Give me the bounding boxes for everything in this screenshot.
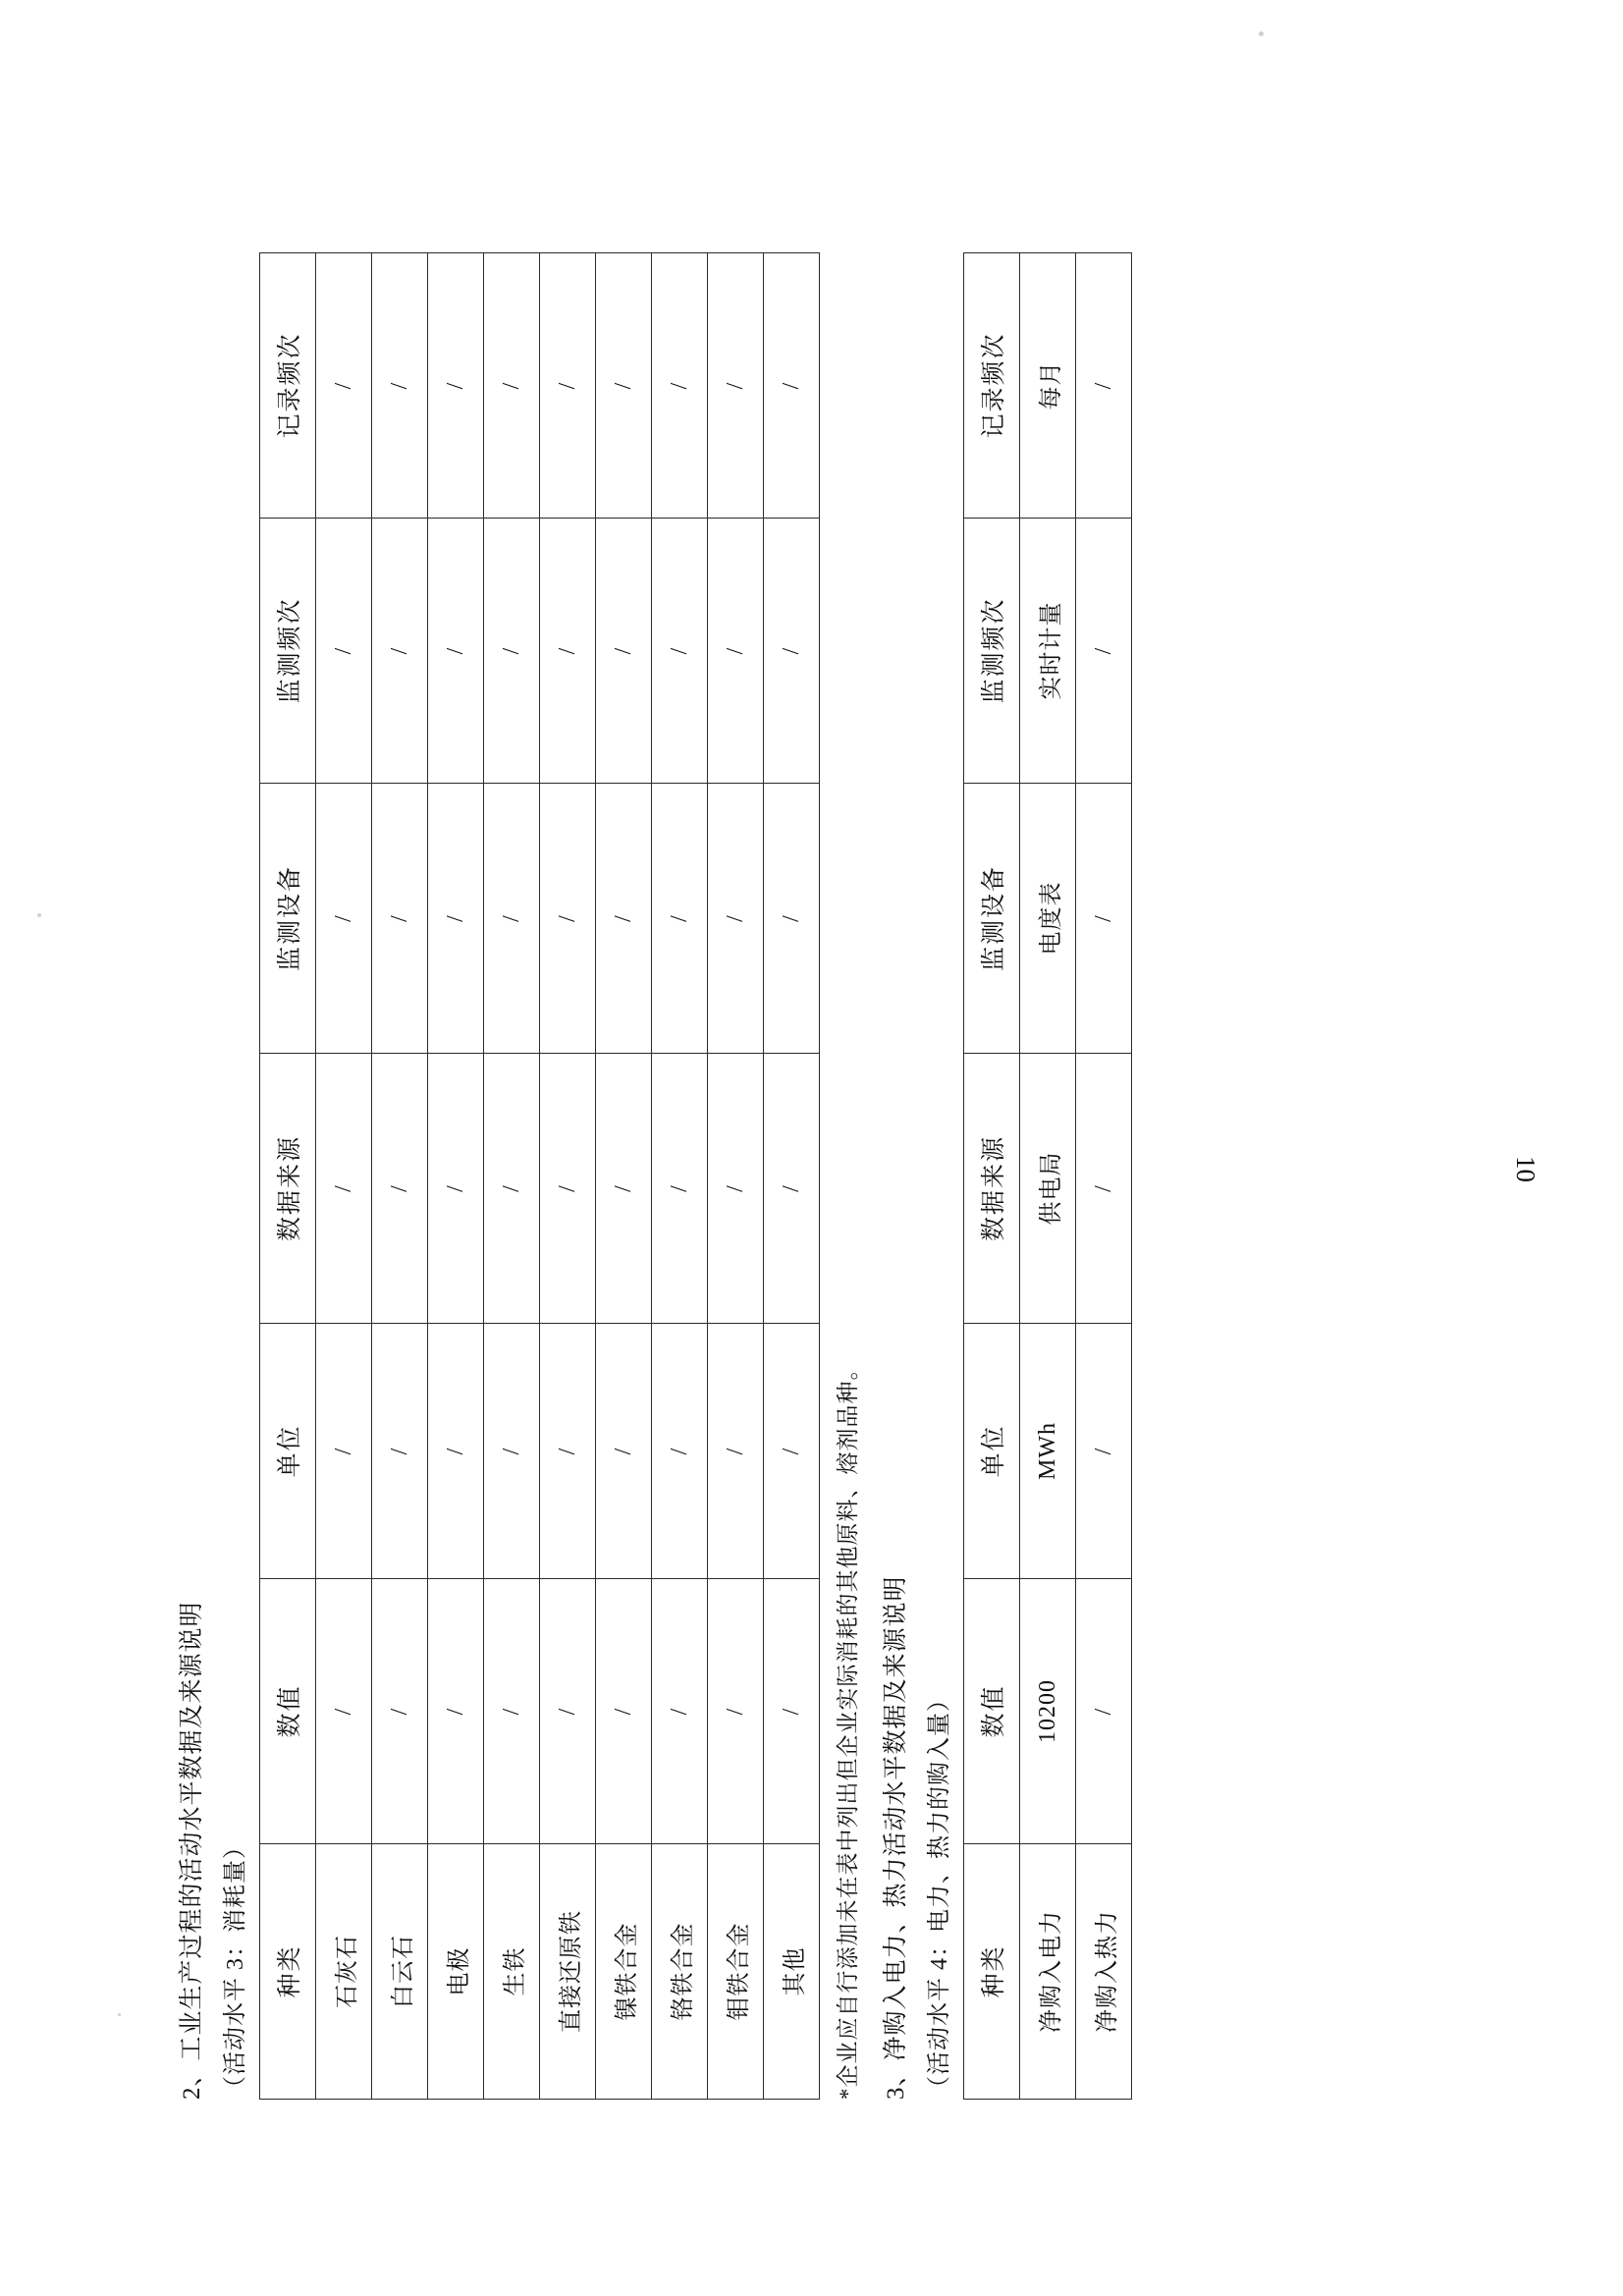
row-monitor-freq: /	[540, 519, 596, 784]
table-row	[316, 253, 372, 2100]
column-header: 记录频次	[260, 253, 316, 519]
column-header: 监测设备	[964, 784, 1020, 1054]
row-monitor-freq: /	[484, 519, 540, 784]
table-row	[484, 253, 540, 2100]
row-unit: /	[1076, 1324, 1132, 1579]
column-header: 记录频次	[964, 253, 1020, 519]
row-value: /	[1076, 1579, 1132, 1844]
row-value: /	[540, 1579, 596, 1844]
table-row	[708, 253, 764, 2100]
row-device: /	[764, 784, 820, 1054]
table-row	[764, 253, 820, 2100]
table-activity-level-3	[259, 252, 820, 2100]
row-monitor-freq: /	[316, 519, 372, 784]
table-row	[596, 253, 652, 2100]
row-device: /	[708, 784, 764, 1054]
row-record-freq: /	[316, 253, 372, 519]
row-unit: /	[372, 1324, 428, 1579]
row-record-freq: /	[1076, 253, 1132, 519]
row-unit: /	[596, 1324, 652, 1579]
row-value: /	[316, 1579, 372, 1844]
row-monitor-freq: /	[708, 519, 764, 784]
row-name: 生铁	[484, 1844, 540, 2100]
section2-heading: 2、工业生产过程的活动水平数据及来源说明	[179, 1601, 205, 2100]
row-value: /	[652, 1579, 708, 1844]
row-record-freq: /	[484, 253, 540, 519]
column-header: 单位	[260, 1324, 316, 1579]
row-name: 其他	[764, 1844, 820, 2100]
table-row	[1020, 253, 1076, 2100]
row-name: 镍铁合金	[596, 1844, 652, 2100]
column-header: 种类	[964, 1844, 1020, 2100]
row-device: 电度表	[1020, 784, 1076, 1054]
row-unit: /	[708, 1324, 764, 1579]
row-record-freq: /	[596, 253, 652, 519]
row-source: /	[1076, 1054, 1132, 1324]
row-unit: /	[652, 1324, 708, 1579]
row-record-freq: /	[708, 253, 764, 519]
row-name: 电极	[428, 1844, 484, 2100]
row-unit: /	[316, 1324, 372, 1579]
table-row	[652, 253, 708, 2100]
table-row	[1076, 253, 1132, 2100]
row-monitor-freq: 实时计量	[1020, 519, 1076, 784]
table-header-row	[964, 253, 1020, 2100]
column-header: 数值	[260, 1579, 316, 1844]
row-name: 直接还原铁	[540, 1844, 596, 2100]
row-record-freq: /	[764, 253, 820, 519]
table-row	[428, 253, 484, 2100]
row-device: /	[596, 784, 652, 1054]
row-name: 铬铁合金	[652, 1844, 708, 2100]
row-monitor-freq: /	[428, 519, 484, 784]
column-header: 种类	[260, 1844, 316, 2100]
row-value: /	[372, 1579, 428, 1844]
row-name: 净购入热力	[1076, 1844, 1132, 2100]
row-unit: /	[428, 1324, 484, 1579]
column-header: 数据来源	[964, 1054, 1020, 1324]
section3-subheading: （活动水平 4：电力、热力的购入量）	[927, 1687, 952, 2100]
row-source: /	[484, 1054, 540, 1324]
row-record-freq: 每月	[1020, 253, 1076, 519]
row-monitor-freq: /	[1076, 519, 1132, 784]
row-source: /	[540, 1054, 596, 1324]
row-source: /	[652, 1054, 708, 1324]
row-device: /	[1076, 784, 1132, 1054]
row-device: /	[652, 784, 708, 1054]
row-device: /	[428, 784, 484, 1054]
row-record-freq: /	[652, 253, 708, 519]
row-value: /	[764, 1579, 820, 1844]
row-source: /	[708, 1054, 764, 1324]
row-monitor-freq: /	[652, 519, 708, 784]
row-record-freq: /	[372, 253, 428, 519]
section2-footnote: *企业应自行添加未在表中列出但企业实际消耗的其他原料、熔剂品种。	[836, 1356, 860, 2100]
row-source: /	[316, 1054, 372, 1324]
row-unit: /	[764, 1324, 820, 1579]
section2-subheading: （活动水平 3：消耗量）	[223, 1834, 248, 2100]
row-device: /	[484, 784, 540, 1054]
row-name: 石灰石	[316, 1844, 372, 2100]
row-monitor-freq: /	[372, 519, 428, 784]
row-unit: /	[540, 1324, 596, 1579]
row-name: 白云石	[372, 1844, 428, 2100]
document-page	[172, 175, 1438, 2100]
row-source: /	[372, 1054, 428, 1324]
row-unit: MWh	[1020, 1324, 1076, 1579]
row-source: /	[764, 1054, 820, 1324]
row-value: /	[428, 1579, 484, 1844]
row-name: 钼铁合金	[708, 1844, 764, 2100]
row-source: /	[428, 1054, 484, 1324]
page-number: 10	[1511, 1156, 1541, 1182]
row-unit: /	[484, 1324, 540, 1579]
row-device: /	[372, 784, 428, 1054]
row-record-freq: /	[540, 253, 596, 519]
column-header: 监测设备	[260, 784, 316, 1054]
section3-heading: 3、净购入电力、热力活动水平数据及来源说明	[883, 1575, 909, 2100]
table-header-row	[260, 253, 316, 2100]
row-value: 10200	[1020, 1579, 1076, 1844]
row-value: /	[596, 1579, 652, 1844]
row-record-freq: /	[428, 253, 484, 519]
column-header: 监测频次	[260, 519, 316, 784]
row-monitor-freq: /	[764, 519, 820, 784]
row-value: /	[708, 1579, 764, 1844]
table-row	[540, 253, 596, 2100]
table-row	[372, 253, 428, 2100]
column-header: 单位	[964, 1324, 1020, 1579]
column-header: 监测频次	[964, 519, 1020, 784]
row-value: /	[484, 1579, 540, 1844]
column-header: 数值	[964, 1579, 1020, 1844]
table-activity-level-4	[963, 252, 1132, 2100]
row-device: /	[540, 784, 596, 1054]
row-device: /	[316, 784, 372, 1054]
row-name: 净购入电力	[1020, 1844, 1076, 2100]
row-monitor-freq: /	[596, 519, 652, 784]
row-source: /	[596, 1054, 652, 1324]
row-source: 供电局	[1020, 1054, 1076, 1324]
column-header: 数据来源	[260, 1054, 316, 1324]
